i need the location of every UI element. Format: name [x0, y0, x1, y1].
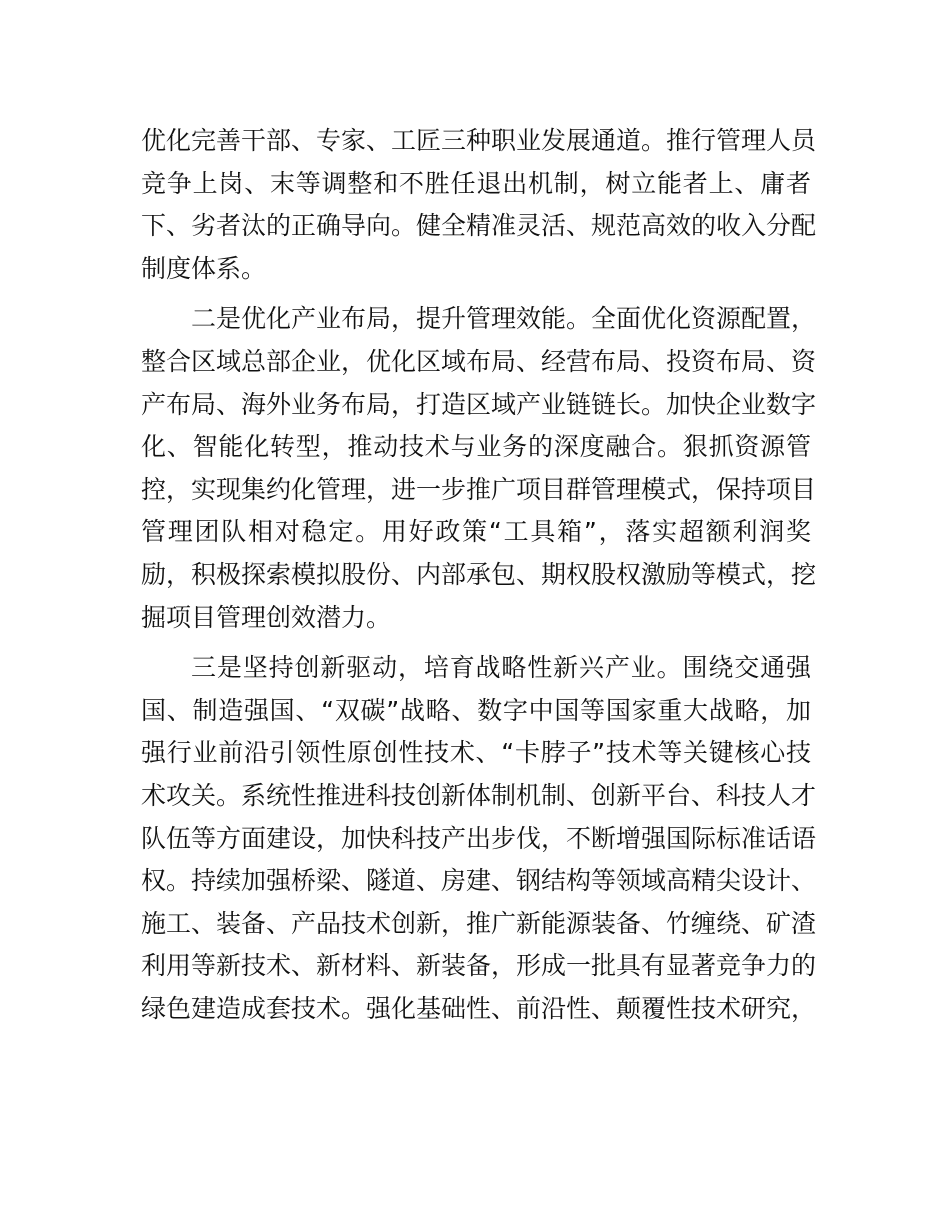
text-line: 掘项目管理创效潜力。 — [141, 602, 392, 632]
text-line: 术攻关。系统性推进科技创新体制机制、创新平台、科技人才 — [141, 780, 817, 810]
document-body — [141, 120, 817, 1038]
text-line: 励，积极探索模拟股份、内部承包、期权股权激励等模式，挖 — [141, 559, 817, 589]
text-line: 竞争上岗、末等调整和不胜任退出机制，树立能者上、庸者 — [141, 168, 811, 198]
text-line: 产布局、海外业务布局，打造区域产业链链长。加快企业数字 — [141, 389, 817, 419]
text-line: 管理团队相对稳定。用好政策“工具箱”，落实超额利润奖 — [141, 517, 811, 547]
text-line: 整合区域总部企业，优化区域布局、经营布局、投资布局、资 — [141, 346, 817, 376]
text-line: 优化完善干部、专家、工匠三种职业发展通道。推行管理人员 — [141, 126, 817, 155]
text-line: 三是坚持创新驱动，培育战略性新兴产业。围绕交通强 — [191, 653, 811, 683]
paragraph-2 — [141, 298, 817, 639]
text-line: 化、智能化转型，推动技术与业务的深度融合。狠抓资源管 — [141, 432, 811, 462]
text-line: 施工、装备、产品技术创新，推广新能源装备、竹缠绕、矿渣 — [141, 908, 817, 938]
text-line: 绿色建造成套技术。强化基础性、前沿性、颠覆性技术研究， — [141, 993, 817, 1023]
text-line: 二是优化产业布局，提升管理效能。全面优化资源配置， — [191, 304, 817, 334]
paragraph-3 — [141, 647, 817, 1030]
text-line: 国、制造强国、“双碳”战略、数字中国等国家重大战略，加 — [141, 695, 811, 725]
paragraph-1 — [141, 120, 817, 290]
text-line: 利用等新技术、新材料、新装备，形成一批具有显著竞争力的 — [141, 951, 817, 981]
text-line: 控，实现集约化管理，进一步推广项目群管理模式，保持项目 — [141, 474, 817, 504]
text-line: 权。持续加强桥梁、隧道、房建、钢结构等领域高精尖设计、 — [141, 866, 817, 896]
text-line: 队伍等方面建设，加快科技产出步伐，不断增强国际标准话语 — [141, 823, 817, 853]
text-line: 制度体系。 — [141, 253, 267, 283]
text-line: 强行业前沿引领性原创性技术、“卡脖子”技术等关键核心技 — [141, 738, 811, 768]
text-line: 下、劣者汰的正确导向。健全精准灵活、规范高效的收入分配 — [141, 211, 817, 241]
